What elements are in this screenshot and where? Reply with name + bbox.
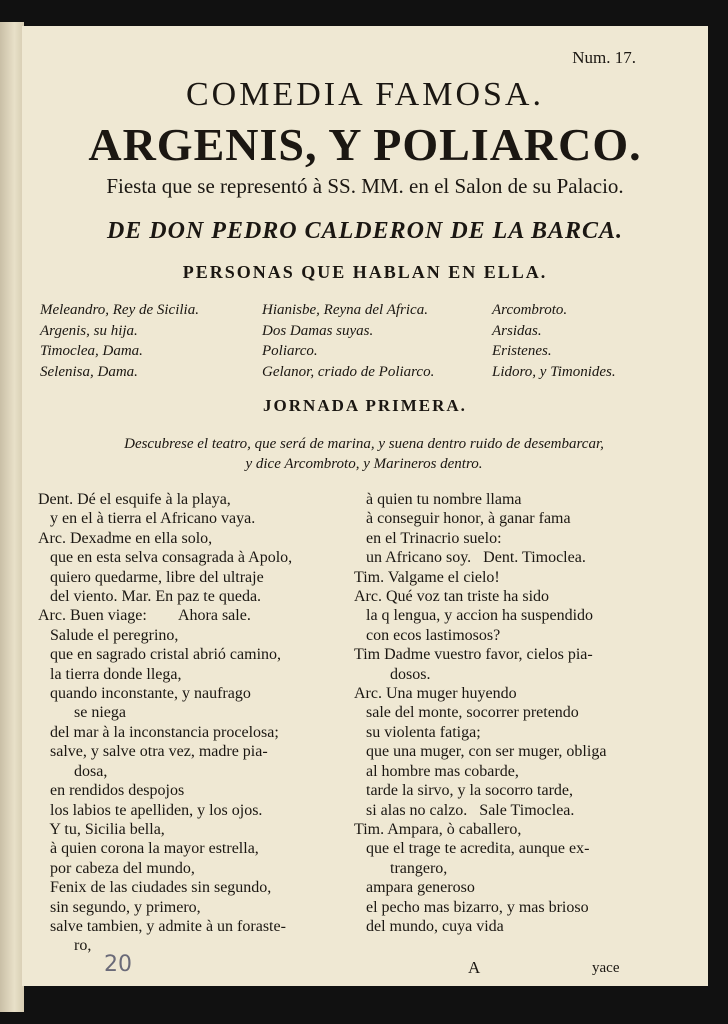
cast-member: Hianisbe, Reyna del Africa. (262, 302, 428, 318)
author-line: DE DON PEDRO CALDERON DE LA BARCA. (106, 218, 624, 244)
verse-line: salve, y salve otra vez, madre pia- (38, 743, 268, 761)
verse-line: sale del monte, socorrer pretendo (354, 704, 579, 722)
verse-line: Arc. Una muger huyendo (354, 685, 517, 703)
verse-line: del viento. Mar. En paz te queda. (38, 588, 262, 606)
verse-line: la tierra donde llega, (38, 665, 182, 683)
verse-line: Tim. Valgame el cielo! (354, 568, 500, 586)
verse-line: que el trage te acredita, aunque ex- (354, 840, 590, 858)
verse-line: su violenta fatiga; (354, 723, 481, 741)
verse-line: y en el à tierra el Africano vaya. (38, 510, 256, 528)
verse-line: tarde la sirvo, y la socorro tarde, (354, 782, 574, 800)
verse-line: del mundo, cuya vida (354, 917, 504, 935)
subtitle: Fiesta que se representó à SS. MM. en el Salon de su Palacio. (106, 174, 624, 198)
stage-direction (34, 434, 694, 474)
act-heading: JORNADA PRIMERA. (263, 396, 467, 415)
verse-line: los labios te apelliden, y los ojos. (38, 801, 263, 819)
verse-line: Tim. Ampara, ò caballero, (354, 820, 522, 838)
verse-line: se niega (38, 704, 126, 722)
pencil-note: 20 (104, 952, 132, 977)
stage-direction-line: y dice Arcombroto, y Marineros dentro. (245, 456, 483, 472)
verse-line: ro, (38, 937, 92, 955)
signature-mark: A (468, 958, 481, 977)
verse-line: Tim Dadme vuestro favor, cielos pia- (354, 646, 593, 664)
verse-line: dosa, (38, 762, 108, 780)
personas-heading: PERSONAS QUE HABLAN EN ELLA. (182, 262, 548, 282)
cast-member: Timoclea, Dama. (40, 343, 143, 359)
cast-column-2 (262, 300, 434, 382)
verse-line: à quien corona la mayor estrella, (38, 840, 259, 858)
stage-direction-line: Descubrese el teatro, que será de marina, y suena dentro ruido de desembarcar, (124, 436, 604, 452)
verse-line: trangero, (354, 859, 448, 877)
verse-line: por cabeza del mundo, (38, 859, 195, 877)
cast-member: Poliarco. (262, 343, 318, 359)
verse-line: à quien tu nombre llama (354, 491, 522, 508)
verse-line: Dent. Dé el esquife à la playa, (38, 491, 231, 508)
verse-line: salve tambien, y admite à un foraste- (38, 917, 286, 935)
verse-line: quando inconstante, y naufrago (38, 685, 251, 703)
comedy-number: Num. 17. (572, 48, 636, 67)
verse-line: un Africano soy. Dent. Timoclea. (354, 549, 586, 567)
verse-line: la q lengua, y accion ha suspendido (354, 607, 594, 625)
verse-line: si alas no calzo. Sale Timoclea. (354, 801, 575, 819)
book-page (22, 26, 708, 986)
verse-line: dosos. (354, 665, 431, 683)
verse-line: Arc. Qué voz tan triste ha sido (354, 588, 550, 606)
title-line-2: ARGENIS, Y POLIARCO. (88, 119, 642, 170)
verse-line: Y tu, Sicilia bella, (38, 820, 165, 838)
cast-member: Arcombroto. (492, 302, 568, 318)
verse-line: que en esta selva consagrada à Apolo, (38, 549, 293, 567)
verse-line: el pecho mas bizarro, y mas brioso (354, 898, 589, 916)
book-gutter (0, 22, 24, 1012)
verse-line: à conseguir honor, à ganar fama (354, 510, 571, 528)
verse-line: al hombre mas cobarde, (354, 762, 519, 780)
verse-line: sin segundo, y primero, (38, 898, 201, 916)
cast-member: Lidoro, y Timonides. (492, 363, 616, 380)
verse-line: en rendidos despojos (38, 782, 185, 800)
cast-member: Arsidas. (492, 322, 542, 339)
cast-member: Selenisa, Dama. (40, 363, 138, 380)
cast-member: Meleandro, Rey de Sicilia. (40, 302, 199, 318)
verse-column-right (354, 490, 670, 936)
cast-column-1 (40, 300, 199, 382)
cast-member: Argenis, su hija. (40, 322, 138, 339)
verse-line: Fenix de las ciudades sin segundo, (38, 879, 272, 897)
verse-line: ampara generoso (354, 879, 475, 897)
title-line-1: COMEDIA FAMOSA. (186, 76, 544, 113)
cast-member: Eristenes. (492, 343, 552, 359)
verse-line: Salude el peregrino, (38, 626, 179, 644)
verse-line: Arc. Buen viage: Ahora sale. (38, 607, 251, 625)
verse-line: que una muger, con ser muger, obliga (354, 743, 607, 761)
verse-line: Arc. Dexadme en ella solo, (38, 529, 213, 547)
cast-member: Dos Damas suyas. (262, 322, 374, 339)
cast-member: Gelanor, criado de Poliarco. (262, 363, 435, 380)
catchword: yace (592, 960, 620, 976)
verse-line: quiero quedarme, libre del ultraje (38, 568, 264, 586)
verse-line: con ecos lastimosos? (354, 626, 501, 644)
verse-line: que en sagrado cristal abrió camino, (38, 646, 282, 664)
verse-line: en el Trinacrio suelo: (354, 529, 502, 547)
verse-column-left (38, 490, 338, 956)
cast-column-3 (492, 300, 616, 382)
verse-line: del mar à la inconstancia procelosa; (38, 723, 279, 741)
